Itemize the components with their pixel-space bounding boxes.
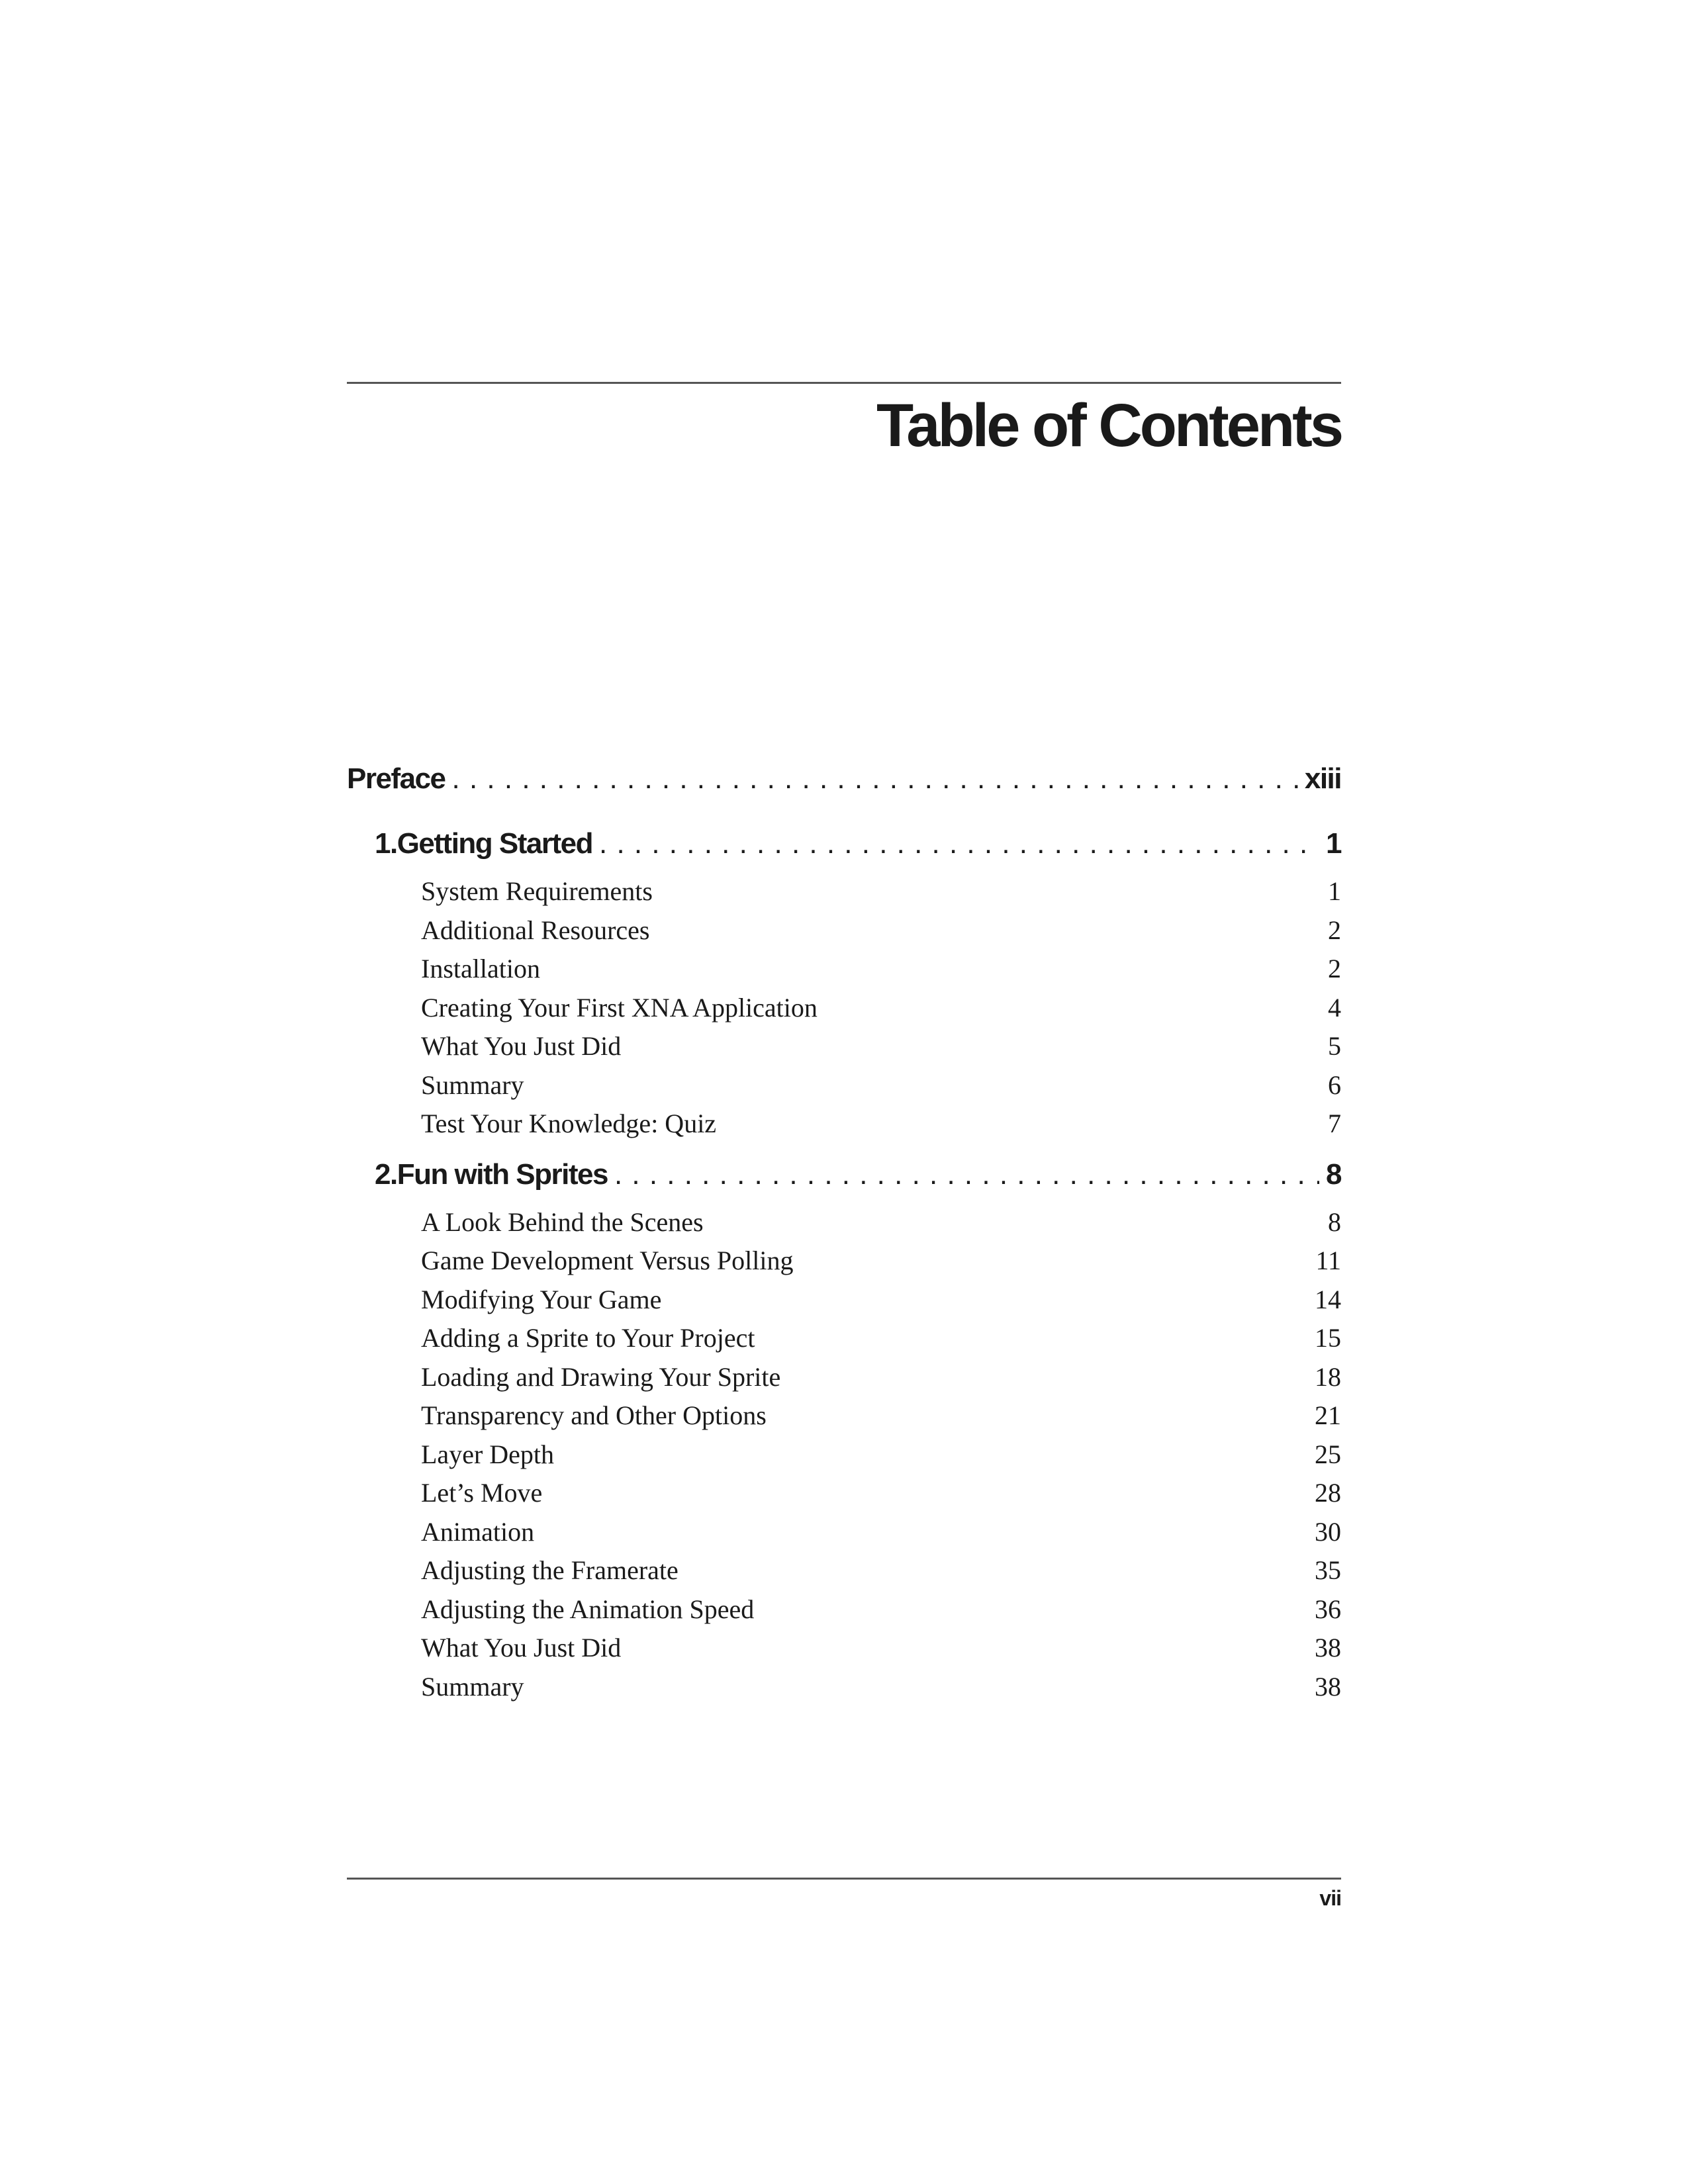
section-label: Adjusting the Framerate [421, 1555, 679, 1585]
toc-section-entry[interactable] [347, 1474, 1341, 1513]
section-label: Creating Your First XNA Application [421, 992, 818, 1023]
section-page: 21 [1315, 1400, 1341, 1430]
toc-section-entry[interactable] [347, 1281, 1341, 1320]
section-label: Game Development Versus Polling [421, 1246, 794, 1275]
chapter-heading[interactable] [347, 1158, 1341, 1203]
section-page: 30 [1315, 1516, 1341, 1547]
toc-preface-entry[interactable] [347, 762, 1341, 807]
section-page: 2 [1328, 954, 1341, 983]
toc-section-entry[interactable] [347, 1319, 1341, 1358]
section-page: 2 [1328, 915, 1341, 945]
toc-chapter-2 [347, 1158, 1341, 1707]
toc-section-entry[interactable] [347, 1590, 1341, 1629]
section-page: 28 [1315, 1478, 1341, 1508]
chapter-number: 2. [375, 1158, 397, 1191]
section-label: Transparency and Other Options [421, 1400, 767, 1430]
toc-section-entry[interactable] [347, 950, 1341, 989]
page-number: vii [1319, 1886, 1341, 1910]
section-page: 6 [1328, 1069, 1341, 1100]
toc-section-entry[interactable] [347, 911, 1341, 950]
section-page: 15 [1315, 1323, 1341, 1353]
toc-section-entry[interactable] [347, 1105, 1341, 1144]
toc-list [347, 762, 1341, 1721]
toc-chapter-1 [347, 827, 1341, 1144]
toc-section-entry[interactable] [347, 1513, 1341, 1552]
dot-leader [599, 827, 1319, 860]
toc-section-entry[interactable] [347, 1203, 1341, 1242]
toc-section-entry[interactable] [347, 1668, 1341, 1707]
section-label: Layer Depth [421, 1439, 555, 1469]
section-page: 25 [1315, 1439, 1341, 1469]
section-label: Adding a Sprite to Your Project [421, 1323, 755, 1353]
section-label: Summary [421, 1671, 524, 1702]
toc-section-entry[interactable] [347, 1435, 1341, 1475]
dot-leader [614, 1158, 1319, 1191]
page-title: Table of Contents [876, 392, 1341, 459]
section-label: Let’s Move [421, 1478, 543, 1508]
toc-section-entry[interactable] [347, 989, 1341, 1028]
section-label: Adjusting the Animation Speed [421, 1594, 755, 1624]
toc-section-entry[interactable] [347, 1396, 1341, 1435]
toc-section-entry[interactable] [347, 1551, 1341, 1590]
toc-section-entry[interactable] [347, 1027, 1341, 1066]
section-page: 5 [1328, 1031, 1341, 1061]
toc-section-entry[interactable] [347, 872, 1341, 911]
section-label: What You Just Did [421, 1031, 622, 1061]
section-label: What You Just Did [421, 1633, 622, 1662]
section-page: 18 [1315, 1361, 1341, 1392]
toc-section-entry[interactable] [347, 1358, 1341, 1397]
section-label: Additional Resources [421, 915, 650, 945]
section-page: 4 [1328, 992, 1341, 1023]
toc-section-entry[interactable] [347, 1629, 1341, 1668]
section-label: Animation [421, 1516, 535, 1547]
section-label: Loading and Drawing Your Sprite [421, 1361, 781, 1392]
section-label: System Requirements [421, 876, 653, 906]
section-label: A Look Behind the Scenes [421, 1206, 704, 1237]
chapter-heading[interactable] [347, 827, 1341, 872]
section-label: Summary [421, 1069, 524, 1100]
chapter-title: Fun with Sprites [397, 1158, 608, 1191]
toc-section-entry[interactable] [347, 1066, 1341, 1105]
section-page: 36 [1315, 1594, 1341, 1624]
section-page: 7 [1328, 1109, 1341, 1138]
section-label: Test Your Knowledge: Quiz [421, 1109, 717, 1138]
bottom-rule [347, 1878, 1341, 1880]
chapter-page: 1 [1326, 827, 1341, 860]
section-page: 11 [1315, 1246, 1341, 1275]
section-page: 14 [1315, 1284, 1341, 1314]
preface-label: Preface [347, 762, 445, 795]
section-label: Modifying Your Game [421, 1284, 662, 1314]
dot-leader [452, 762, 1298, 796]
section-page: 38 [1315, 1671, 1341, 1702]
chapter-number: 1. [375, 827, 397, 860]
section-label: Installation [421, 954, 540, 983]
section-page: 8 [1328, 1206, 1341, 1237]
section-page: 38 [1315, 1633, 1341, 1662]
chapter-page: 8 [1326, 1158, 1341, 1191]
section-page: 35 [1315, 1555, 1341, 1585]
chapter-title: Getting Started [397, 827, 592, 860]
toc-section-entry[interactable] [347, 1242, 1341, 1281]
top-rule [347, 382, 1341, 384]
section-page: 1 [1328, 876, 1341, 906]
preface-page: xiii [1304, 762, 1341, 795]
